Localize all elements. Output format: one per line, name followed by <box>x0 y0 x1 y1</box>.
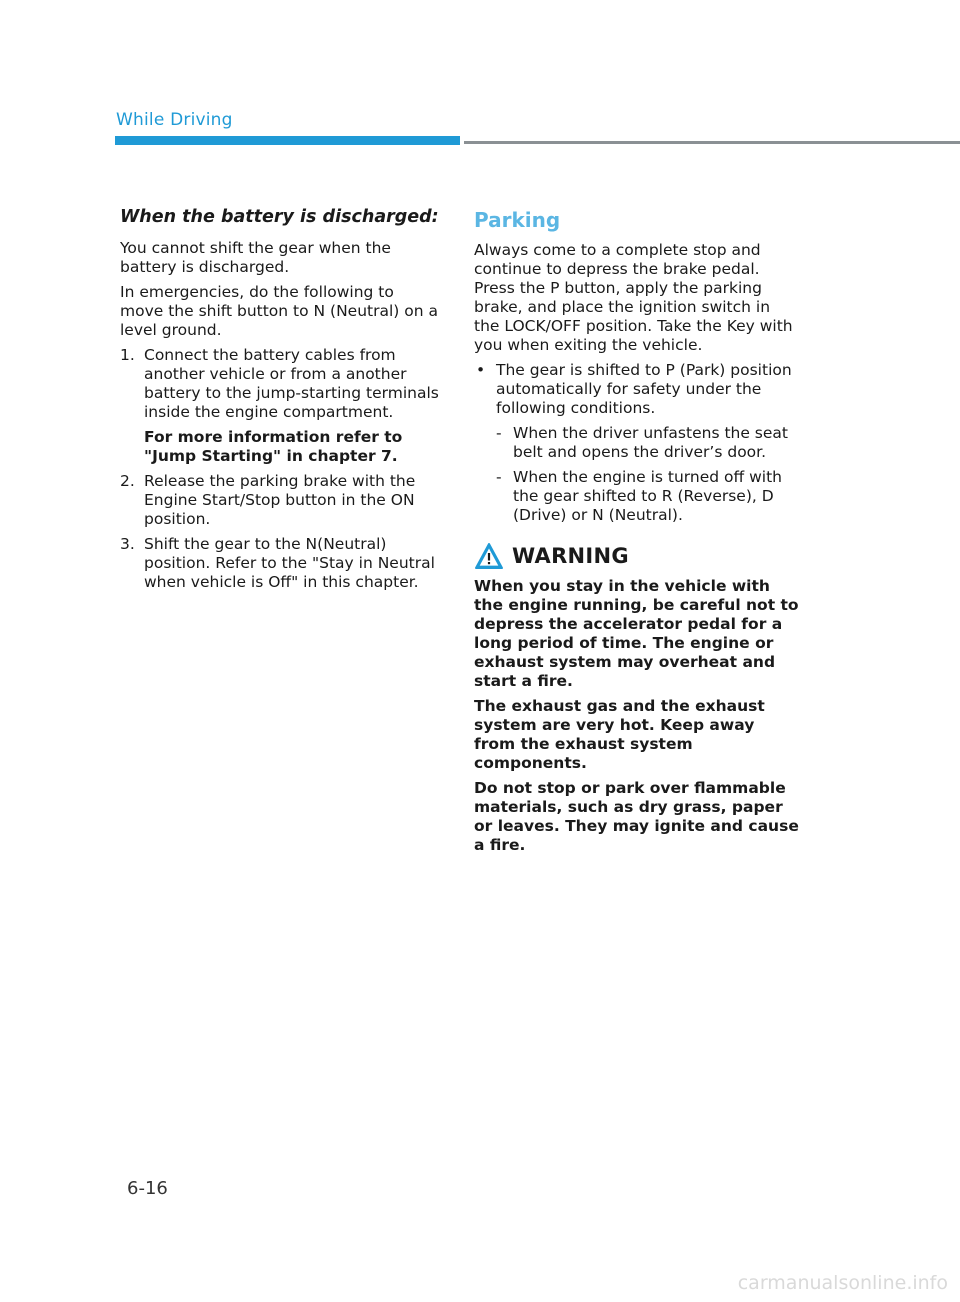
step-text: Shift the gear to the N(Neutral) position. Refer to the "Stay in Neutral when vehicle is Off" in this chapter. <box>144 535 435 591</box>
condition-list <box>496 424 800 525</box>
page-number: 6-16 <box>127 1178 168 1199</box>
list-item <box>120 535 440 592</box>
warning-box <box>474 541 800 855</box>
parking-bullet-list <box>474 361 800 525</box>
step-note: For more information refer to "Jump Starting" in chapter 7. <box>144 428 403 465</box>
bullet-symbol: • <box>476 361 486 379</box>
dash-symbol: - <box>496 424 502 442</box>
header-rule <box>464 141 960 144</box>
warning-triangle-icon <box>474 541 504 571</box>
section-title: While Driving <box>116 110 233 130</box>
dash-symbol: - <box>496 468 502 486</box>
list-item <box>120 346 440 466</box>
warning-paragraph-1: When you stay in the vehicle with the engine running, be careful not to depress the accelerator pedal for a long period of time. The engine or exhaust system may overheat and start a fire. <box>474 577 799 690</box>
warning-paragraph-3: Do not stop or park over flammable materials, such as dry grass, paper or leaves. They may ignite and cause a fire. <box>474 779 799 854</box>
battery-paragraph-2: In emergencies, do the following to move the shift button to N (Neutral) on a level ground. <box>120 283 438 339</box>
battery-discharged-heading: When the battery is discharged: <box>120 207 439 227</box>
parking-paragraph: Always come to a complete stop and continue to depress the brake pedal. Press the P button, apply the parking brake, and place the ignition switch in the LOCK/OFF position. Take the Key with you when exiting the vehicle. <box>474 241 793 354</box>
step-number: 3. <box>120 535 135 553</box>
battery-steps-list <box>120 346 440 592</box>
parking-heading: Parking <box>474 208 561 232</box>
list-item <box>120 472 440 529</box>
condition-text: When the engine is turned off with the gear shifted to R (Reverse), D (Drive) or N (Neutral). <box>513 468 783 524</box>
warning-title <box>474 541 800 571</box>
warning-label: WARNING <box>512 544 629 568</box>
condition-text: When the driver unfastens the seat belt and opens the driver’s door. <box>513 424 788 461</box>
battery-paragraph-1: You cannot shift the gear when the battery is discharged. <box>120 239 391 276</box>
watermark: carmanualsonline.info <box>737 1272 948 1294</box>
step-text: Connect the battery cables from another vehicle or from a another battery to the jump-starting terminals inside the engine compartment. <box>144 346 439 421</box>
header-accent-bar <box>115 136 460 145</box>
list-item <box>474 361 800 525</box>
step-number: 1. <box>120 346 135 364</box>
left-column <box>120 205 440 598</box>
right-column <box>474 207 800 861</box>
bullet-text: The gear is shifted to P (Park) position automatically for safety under the following conditions. <box>496 361 792 417</box>
step-text: Release the parking brake with the Engine Start/Stop button in the ON position. <box>144 472 416 528</box>
warning-paragraph-2: The exhaust gas and the exhaust system are very hot. Keep away from the exhaust system components. <box>474 697 765 772</box>
list-item <box>496 468 800 525</box>
step-number: 2. <box>120 472 135 490</box>
list-item <box>496 424 800 462</box>
